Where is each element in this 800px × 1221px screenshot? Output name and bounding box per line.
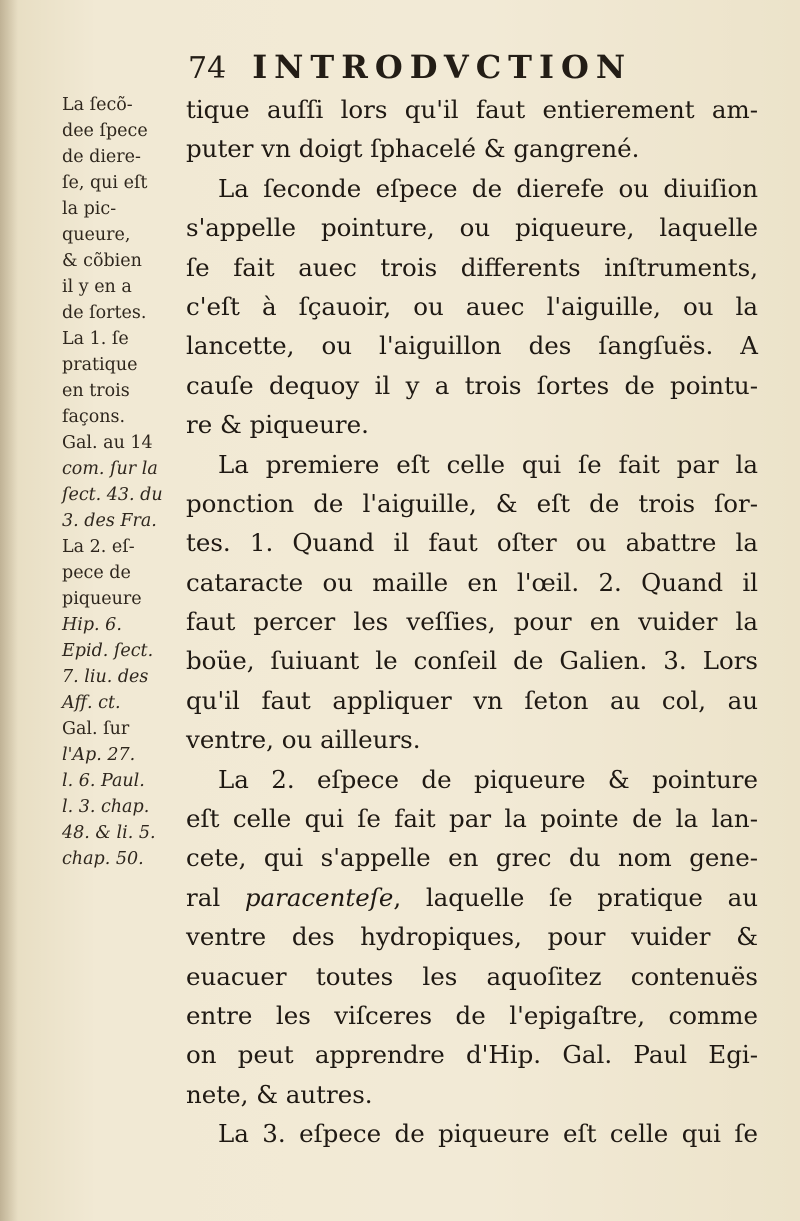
margin-note-line: il y en a: [62, 277, 132, 297]
margin-note-line: de diere-: [62, 147, 141, 167]
page-header: [188, 48, 708, 86]
margin-note-line: l'Ap. 27.: [62, 745, 136, 765]
margin-note-line: com. ſur la: [62, 459, 158, 479]
text-line: La premiere eſt celle qui ſe fait par la: [218, 449, 758, 479]
page-gutter-shadow: [0, 0, 18, 1221]
margin-note-line: en trois: [62, 381, 130, 401]
margin-note-line: de ſortes.: [62, 303, 147, 323]
margin-note-line: la pic-: [62, 199, 117, 219]
page-number: 74: [188, 51, 227, 86]
text-line: qu'il faut appliquer vn ſeton au col, au: [186, 685, 758, 715]
text-line: ral paracenteſe, laquelle ſe pratique au: [186, 882, 758, 912]
margin-note-line: chap. 50.: [62, 849, 144, 869]
margin-note-line: queure,: [62, 225, 131, 245]
text-line: c'eſt à ſçauoir, ou auec l'aiguille, ou la: [186, 291, 758, 321]
margin-note-line: La ſecõ-: [62, 95, 133, 115]
margin-note-line: & cõbien: [62, 251, 142, 271]
margin-note-line: l. 6. Paul.: [62, 771, 145, 791]
running-title: INTRODVCTION: [252, 48, 633, 86]
margin-note-line: 7. liu. des: [62, 667, 149, 687]
text-line: euacuer toutes les aquoſitez contenuës: [186, 961, 758, 991]
text-line: La ſeconde eſpece de dierefe ou diuiſion: [218, 173, 758, 203]
margin-note-line: dee ſpece: [62, 121, 148, 141]
margin-note-line: Gal. au 14: [62, 433, 153, 453]
text-line: puter vn doigt ſphacelé & gangrené.: [186, 134, 640, 164]
text-line: lancette, ou l'aiguillon des ſangſuës. A: [186, 331, 758, 361]
text-line: ponction de l'aiguille, & eſt de trois ſor-: [186, 488, 758, 518]
main-text: [186, 90, 758, 1154]
margin-note-line: La 2. eſ-: [62, 537, 135, 557]
margin-note-line: ſe, qui eſt: [62, 173, 148, 193]
text-line: La 2. eſpece de piqueure & pointure: [218, 764, 758, 794]
text-line: re & piqueure.: [186, 410, 369, 440]
margin-note-line: Aff. ct.: [62, 693, 121, 713]
text-line: faut percer les veſſies, pour en vuider la: [186, 607, 758, 637]
text-line: eſt celle qui ſe fait par la pointe de la lan-: [186, 804, 758, 834]
text-line: cauſe dequoy il y a trois ſortes de pointu-: [186, 370, 758, 400]
margin-note-line: l. 3. chap.: [62, 797, 150, 817]
margin-note-line: La 1. ſe: [62, 329, 129, 349]
margin-note-line: 3. des Fra.: [62, 511, 157, 531]
margin-notes: [62, 92, 184, 872]
margin-note-line: ſect. 43. du: [62, 485, 163, 505]
text-line: cete, qui s'appelle en grec du nom gene-: [186, 843, 758, 873]
margin-note-line: piqueure: [62, 589, 142, 609]
margin-note-line: pratique: [62, 355, 138, 375]
margin-note-line: 48. & li. 5.: [62, 823, 156, 843]
margin-note-line: pece de: [62, 563, 131, 583]
text-line: La 3. eſpece de piqueure eſt celle qui ſe: [218, 1119, 758, 1149]
margin-note-line: Hip. 6.: [62, 615, 122, 635]
margin-note-line: Epid. ſect.: [62, 641, 154, 661]
text-line: nete, & autres.: [186, 1079, 373, 1109]
text-line: tique auſſi lors qu'il faut entierement am-: [186, 95, 758, 124]
text-line: tes. 1. Quand il faut oſter ou abattre la: [186, 528, 758, 558]
text-line: s'appelle pointure, ou piqueure, laquelle: [186, 213, 758, 243]
text-line: ſe fait auec trois differents inſtruments,: [186, 252, 758, 282]
text-line: entre les viſceres de l'epigaſtre, comme: [186, 1000, 758, 1030]
margin-note-line: façons.: [62, 407, 126, 427]
text-line: on peut apprendre d'Hip. Gal. Paul Egi-: [186, 1040, 758, 1070]
text-line: boüe, ſuiuant le conſeil de Galien. 3. Lors: [186, 646, 758, 676]
text-line: ventre des hydropiques, pour vuider &: [186, 922, 758, 952]
text-line: ventre, ou ailleurs.: [186, 725, 421, 755]
text-line: cataracte ou maille en l'œil. 2. Quand il: [186, 567, 758, 597]
margin-note-line: Gal. ſur: [62, 719, 130, 739]
